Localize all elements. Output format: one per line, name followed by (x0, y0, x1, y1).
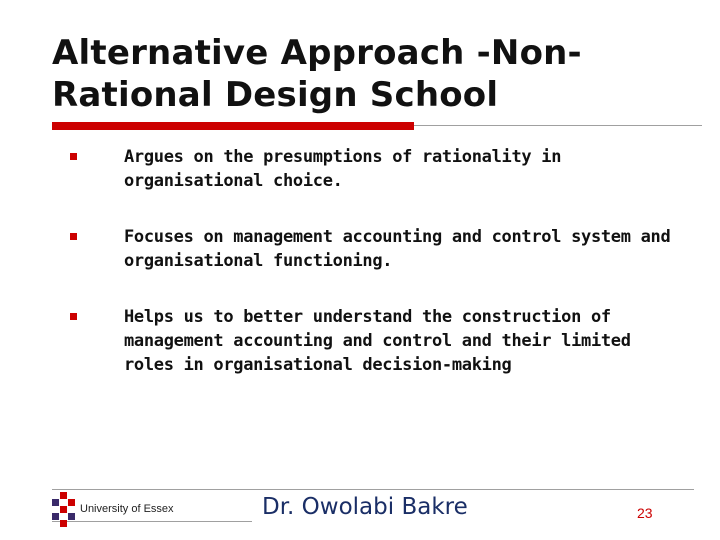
bullet-square-icon (70, 313, 77, 320)
page-number: 23 (637, 505, 653, 521)
bullet-text: Helps us to better understand the construction of management accounting and control and their limited roles in organisational decision-making (124, 307, 631, 375)
slide-title: Alternative Approach -Non-Rational Design School (52, 33, 582, 115)
bullet-text: Argues on the presumptions of rationality in organisational choice. (124, 147, 562, 191)
title-accent-bar (52, 122, 414, 130)
bullet-square-icon (70, 153, 77, 160)
logo-text: University of Essex (80, 503, 174, 515)
bullet-text: Focuses on management accounting and control system and organisational functioning. (124, 227, 671, 271)
bullet-square-icon (70, 233, 77, 240)
footer-author: Dr. Owolabi Bakre (262, 494, 468, 520)
